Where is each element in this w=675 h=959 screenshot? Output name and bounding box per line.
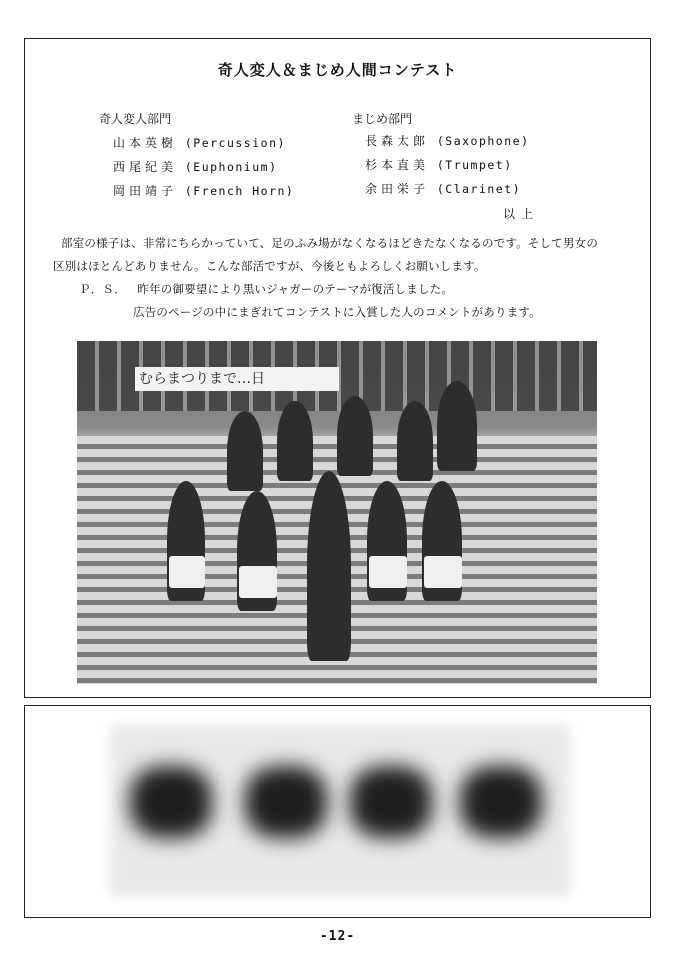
blurred-advertisement-frame bbox=[24, 705, 651, 918]
band-member-skirt bbox=[239, 566, 277, 598]
member-instrument: (Clarinet) bbox=[436, 182, 522, 196]
left-member-1 bbox=[113, 134, 286, 151]
member-instrument: (French Horn) bbox=[184, 184, 295, 198]
blurred-ad-character bbox=[350, 766, 432, 838]
left-department-heading: 奇人変人部門 bbox=[99, 112, 172, 126]
member-instrument: (Saxophone) bbox=[436, 134, 530, 148]
band-group-photo bbox=[77, 341, 597, 684]
ps-line-1 bbox=[79, 278, 453, 301]
blurred-ad-character bbox=[460, 766, 542, 838]
band-member-figure bbox=[337, 396, 373, 476]
blurred-ad-character bbox=[130, 766, 212, 838]
member-instrument: (Percussion) bbox=[184, 136, 286, 150]
member-instrument: (Trumpet) bbox=[436, 158, 513, 172]
member-name: 山本英樹 bbox=[113, 136, 178, 150]
closing-mark: 以上 bbox=[503, 207, 540, 221]
right-member-2 bbox=[365, 156, 513, 173]
band-member-figure bbox=[307, 471, 351, 661]
band-member-skirt bbox=[369, 556, 407, 588]
right-department-heading: まじめ部門 bbox=[352, 112, 413, 126]
member-name: 岡田靖子 bbox=[113, 184, 178, 198]
band-member-figure bbox=[227, 411, 263, 491]
member-name: 余田栄子 bbox=[365, 182, 430, 196]
band-member-figure bbox=[277, 401, 313, 481]
member-name: 長森太郎 bbox=[365, 134, 430, 148]
left-member-3 bbox=[113, 182, 294, 199]
page-number: -12- bbox=[319, 929, 356, 944]
ps-label: Ｐ．Ｓ． bbox=[79, 282, 126, 296]
article-frame bbox=[24, 38, 651, 698]
page-title: 奇人変人＆まじめ人間コンテスト bbox=[217, 61, 458, 79]
member-name: 杉本直美 bbox=[365, 158, 430, 172]
ps-text-1: 昨年の御要望により黒いジャガーのテーマが復活しました。 bbox=[137, 282, 454, 296]
ps-line-2: 広告のページの中にまぎれてコンテストに入賞した人のコメントがあります。 bbox=[133, 305, 541, 319]
member-instrument: (Euphonium) bbox=[184, 160, 278, 174]
band-member-skirt bbox=[424, 556, 462, 588]
body-line-1: 部室の様子は、非常にちらかっていて、足のふみ場がなくなるほどきたなくなるのです。そして男女の bbox=[61, 236, 599, 250]
right-member-3 bbox=[365, 180, 521, 197]
photo-banner: むらまつりまで…日 bbox=[135, 367, 339, 391]
band-member-figure bbox=[437, 381, 477, 471]
member-name: 西尾紀美 bbox=[113, 160, 178, 174]
band-member-skirt bbox=[169, 556, 205, 588]
band-member-figure bbox=[397, 401, 433, 481]
left-member-2 bbox=[113, 158, 278, 175]
body-line-2: 区別はほとんどありません。こんな部活ですが、今後ともよろしくお願いします。 bbox=[53, 259, 486, 273]
blurred-ad-character bbox=[245, 766, 327, 838]
right-member-1 bbox=[365, 132, 530, 149]
